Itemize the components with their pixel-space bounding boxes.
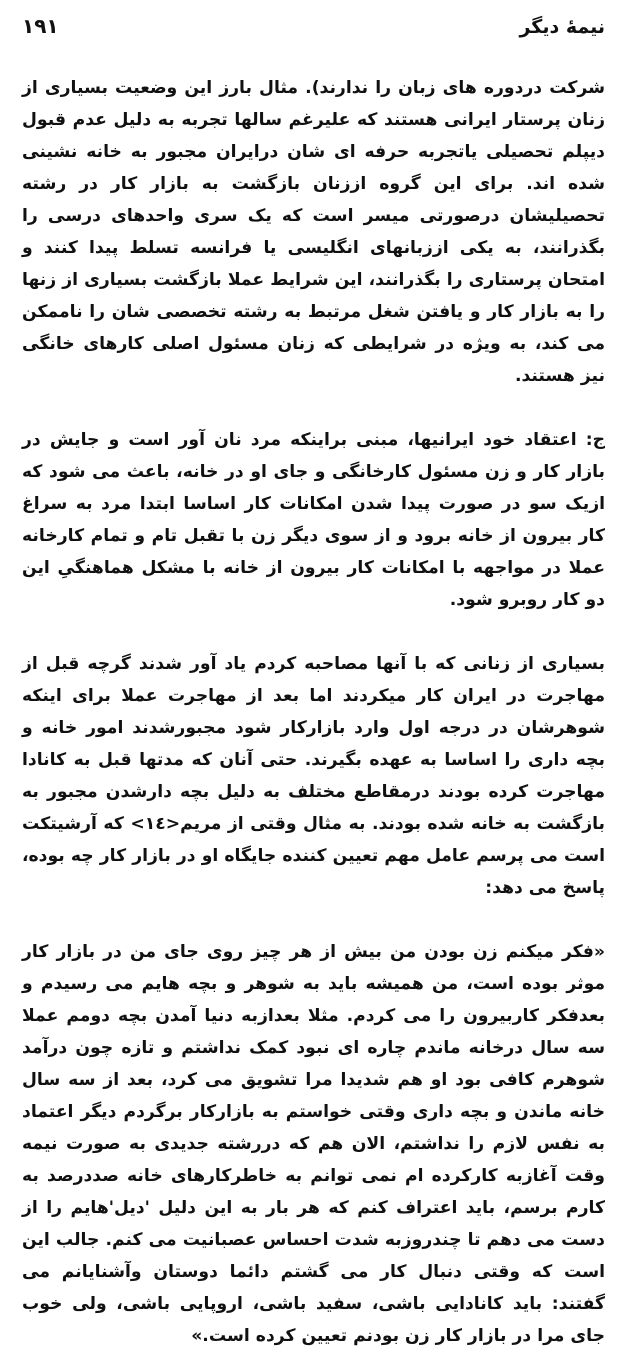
paragraph-gap xyxy=(22,392,605,424)
paragraph-beliefs: ج: اعتقاد خود ایرانیها، مبنی براینکه مرد نان آور است و جایش در بازار کار و زن مسئول کارخانگی و جای او در خانه، باعث می شود که ازیک سو در صورت پیدا شدن امکانات کار اساسا ابتدا مرد به سراغ کار بیرون از خانه برود و از سوی دیگر زن با تقبل تام و تمام کارخانه عملا در مواجهه با امکانات کار بیرون از خانه با مشکل هماهنگیِ این دو کار روبرو شود. xyxy=(22,430,605,610)
body-text xyxy=(22,72,605,1352)
running-title: نیمهٔ دیگر xyxy=(519,16,605,38)
page-number: ۱۹۱ xyxy=(22,14,59,38)
paragraph-gap xyxy=(22,904,605,936)
paragraph-nurses: شرکت دردوره های زبان را ندارند). مثال بارز این وضعیت بسیاری از زنان پرستار ایرانی هستند که علیرغم سالها تجربه به دلیل عدم قبول دیپلم تحصیلی یاتجربه حرفه ای شان درایران مجبور به خانه نشینی شده اند. برای این گروه اززنان بازگشت به بازار کار در رشته تحصیلیشان درصورتی میسر است که یک سری واحدهای درسی را بگذرانند، به یکی اززبانهای انگلیسی یا فرانسه تسلط پیدا کنند و امتحان پرستاری را بگذرانند، این شرایط عملا بازگشت بسیاری از زنها را به بازار کار و یافتن شغل مرتبط به رشته تخصصی شان را ناممکن می کند، به ویژه در شرایطی که زنان مسئول اصلی کارهای خانگی نیز هستند. xyxy=(22,78,605,386)
paragraph-interviews: بسیاری از زنانی که با آنها مصاحبه کردم یاد آور شدند گرچه قبل از مهاجرت در ایران کار میکردند اما بعد از مهاجرت عملا برای اینکه شوهرشان در درجه اول وارد بازارکار شود مجبورشدند امور خانه و بچه داری را اساسا به عهده بگیرند. حتی آنان که مدتها قبل به کانادا مهاجرت کرده بودند درمقاطع مختلف به دلیل بچه دارشدن مجبور به بازگشت به خانه شده بودند. به مثال وقتی از مریم<۱٤> که آرشیتکت است می پرسم عامل مهم تعیین کننده جایگاه او در بازار کار چه بوده، پاسخ می دهد: xyxy=(22,654,605,898)
page-header xyxy=(22,14,605,50)
paragraph-gap xyxy=(22,616,605,648)
paragraph-quote-maryam: «فکر میکنم زن بودن من بیش از هر چیز روی جای من در بازار کار موثر بوده است، من همیشه باید به شوهر و بچه هایم می رسیدم و بعدفکر کاربیرون را می کردم. مثلا بعدازبه دنیا آمدن بچه دومم عملا سه سال درخانه ماندم چاره ای نبود کمک نداشتم و تازه چون درآمد شوهرم کافی بود او هم شدیدا مرا تشویق می کرد، بعد از سه سال خانه ماندن و بچه داری وقتی خواستم به بازارکار برگردم دیگر اعتماد به نفس لازم را نداشتم، الان هم که دررشته جدیدی به صورت نیمه وقت آغازبه کارکرده ام نمی توانم به خاطرکارهای خانه صددرصد به کارم برسم، باید اعتراف کنم که هر بار به این دلیل 'دیل'هایم را از دست می دهم تا چندروزبه شدت احساس عصبانیت می کنم. جالب این است که وقتی دنبال کار می گشتم دائما دوستان وآشنایانم می گفتند: باید کانادایی باشی، سفید باشی، اروپایی باشی، ولی خوب جای مرا در بازار کار زن بودنم تعیین کرده است.» xyxy=(22,942,605,1346)
